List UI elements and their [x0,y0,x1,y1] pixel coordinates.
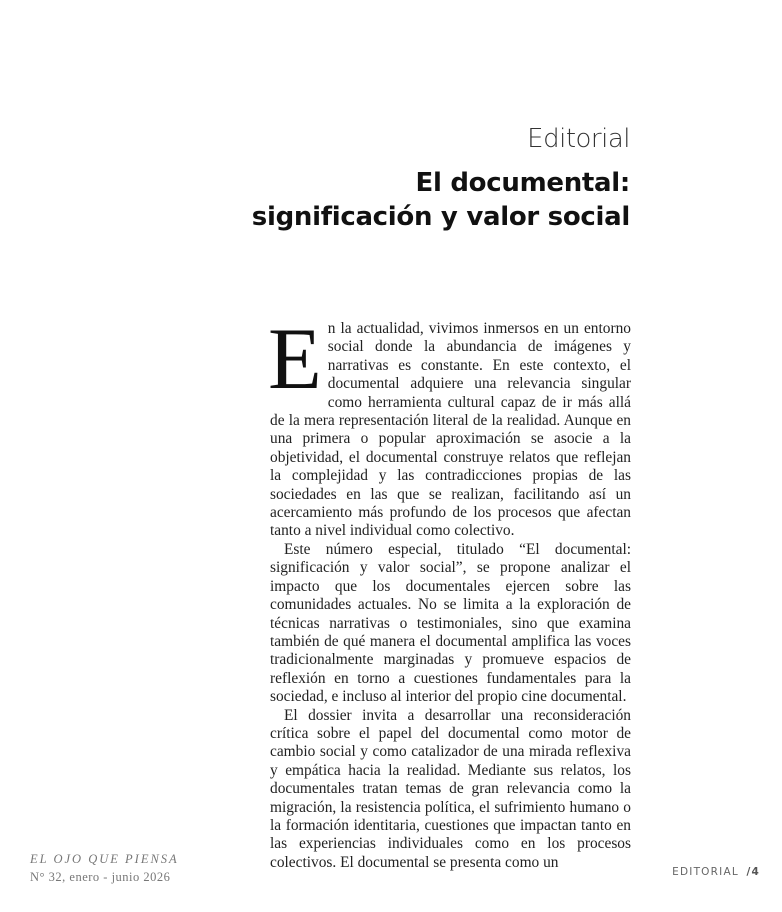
title-line-1: El documental: [415,168,630,198]
issue-info: N° 32, enero - junio 2026 [30,870,171,884]
paragraph-3: El dossier invita a desarrollar una reconsideración crítica sobre el papel del documental como motor de cambio social y como catalizador de una mirada reflexiva y empática hacia la realidad. Mediante sus relatos, los documentales tratan temas de gran relevancia como la migración, la resistencia política, el sufrimiento humano o la formación identitaria, cuestiones que impactan tanto en las experiencias individuales como en los procesos colectivos. El documental se presenta como un [270,706,631,871]
paragraph-1 [268,311,631,541]
footer-page-info [672,866,760,878]
footer-section-label: EDITORIAL [672,866,739,878]
section-label: Editorial [527,124,630,154]
journal-name: EL OJO QUE PIENSA [30,852,179,866]
paragraph-1-text: n la actualidad, vivimos inmersos en un entorno social donde la abundancia de imágenes y narrativas es constante. En este contexto, el documental adquiere una relevancia singular como herramienta cultural capaz de ir más allá de la mera representación literal de la realidad. Aunque en una primera o popular aproximación se asocie a la objetividad, el documental construye relatos que reflejan la complejidad y las contradicciones propias de las sociedades en las que se realizan, facilitando así un acercamiento más profundo de los procesos que afectan tanto a nivel individual como colectivo. [270,320,631,540]
footer-journal-info [30,852,179,885]
footer-separator: / [746,866,752,878]
title-line-2: significación y valor social [251,202,630,232]
paragraph-2: Este número especial, titulado “El documental: significación y valor social”, se propone analizar el impacto que los documentales ejercen sobre las comunidades actuales. No se limita a la exploración de técnicas narrativas o testimoniales, sino que examina también de qué manera el documental amplifica las voces tradicionalmente marginadas y promueve espacios de reflexión en torno a cuestiones fundamentales para la sociedad, e incluso al interior del propio cine documental. [270,540,631,706]
drop-cap: E [268,311,322,408]
article-body [268,311,631,872]
page-title [210,166,630,234]
page-number: 4 [751,866,760,878]
